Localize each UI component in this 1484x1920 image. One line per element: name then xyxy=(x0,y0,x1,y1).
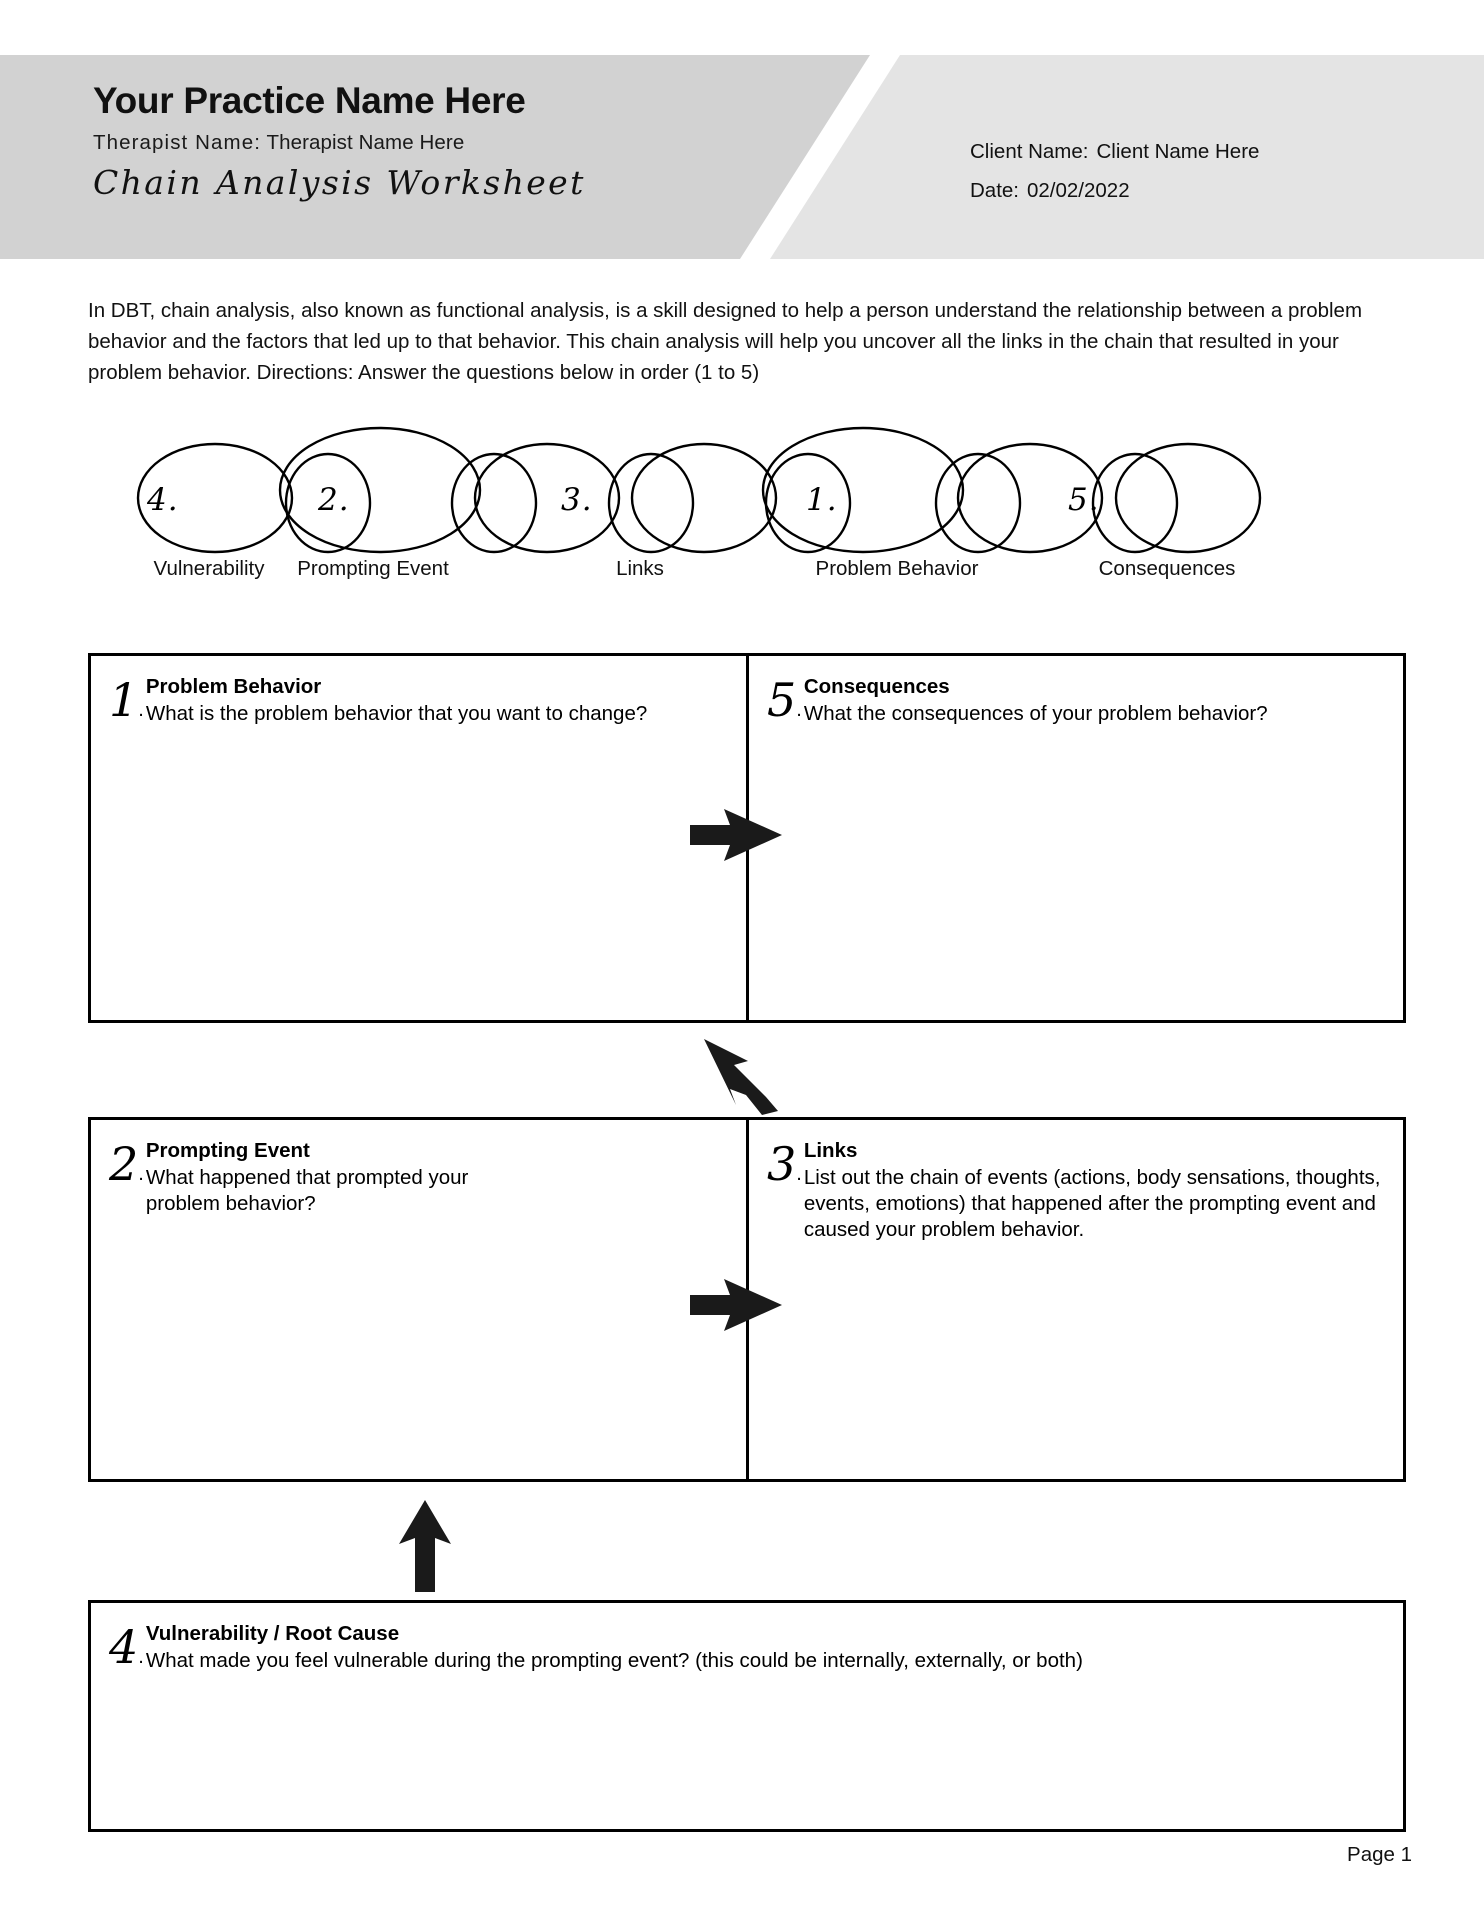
arrow-up xyxy=(395,1500,455,1595)
section-title-problem-behavior: Problem Behavior xyxy=(145,675,322,698)
section-number-3: 3. xyxy=(767,1137,802,1191)
arrow-diagonal-up-left xyxy=(700,1035,790,1120)
chain-ellipse-9 xyxy=(763,428,963,552)
section-prompt-consequences: What the consequences of your problem behavior? xyxy=(803,702,1268,725)
date-field xyxy=(970,179,1440,203)
section-box-row-3 xyxy=(88,1600,1406,1832)
section-prompt-vulnerability: What made you feel vulnerable during the prompting event? (this could be internally, externally, or both) xyxy=(145,1649,1083,1672)
header-left-group xyxy=(93,79,793,202)
chain-ellipse-4 xyxy=(452,454,536,552)
date-label: Date: xyxy=(970,179,1019,202)
therapist-line xyxy=(93,131,793,155)
page-number: Page 1 xyxy=(1347,1843,1412,1866)
worksheet-title: Chain Analysis Worksheet xyxy=(93,162,586,202)
chain-label-problem-behavior: Problem Behavior xyxy=(815,557,979,580)
chain-ellipse-5 xyxy=(475,444,619,552)
chain-number-4: 5. xyxy=(1068,482,1100,518)
section-consequences[interactable] xyxy=(749,656,1406,1020)
chain-label-links: Links xyxy=(616,557,664,580)
section-number-2: 2. xyxy=(109,1137,144,1191)
chain-ellipse-12 xyxy=(1093,454,1177,552)
client-name-value: Client Name Here xyxy=(1096,140,1260,163)
section-prompt-links: List out the chain of events (actions, body sensations, thoughts, events, emotions) that happened after the prompting event and caused your problem behavior. xyxy=(803,1166,1381,1242)
section-title-consequences: Consequences xyxy=(803,675,950,698)
page-header xyxy=(0,55,1484,259)
practice-name: Your Practice Name Here xyxy=(93,80,526,121)
section-prompting-event[interactable] xyxy=(91,1120,746,1479)
chain-ellipses xyxy=(75,420,1415,560)
chain-label-consequences: Consequences xyxy=(1098,557,1236,580)
date-value: 02/02/2022 xyxy=(1027,179,1130,202)
chain-label-prompting-event: Prompting Event xyxy=(297,557,449,580)
chain-diagram xyxy=(75,420,1415,590)
section-vulnerability[interactable] xyxy=(91,1603,1403,1829)
section-number-1: 1. xyxy=(109,673,144,727)
chain-ellipse-7 xyxy=(632,444,776,552)
chain-label-row xyxy=(75,557,1415,589)
chain-label-vulnerability: Vulnerability xyxy=(153,557,265,580)
chain-number-1: 2. xyxy=(318,482,350,518)
therapist-name-value: Therapist Name Here xyxy=(266,130,465,154)
client-name-label: Client Name: xyxy=(970,140,1089,163)
chain-number-3: 1. xyxy=(806,482,838,518)
section-title-links: Links xyxy=(803,1139,858,1162)
arrow-right-row2 xyxy=(690,1275,790,1335)
section-title-vulnerability: Vulnerability / Root Cause xyxy=(145,1622,400,1645)
intro-paragraph: In DBT, chain analysis, also known as functional analysis, is a skill designed to help a person understand the relationship between a problem behavior and the factors that led up to that behavior. This chain analysis will help you uncover all the links in the chain that resulted in your problem behavior. Directions: Answer the questions below in order (1 to 5) xyxy=(88,299,1363,385)
chain-ellipse-3 xyxy=(280,428,480,552)
section-prompt-problem-behavior: What is the problem behavior that you want to change? xyxy=(145,702,648,725)
section-problem-behavior[interactable] xyxy=(91,656,746,1020)
chain-ellipse-6 xyxy=(609,454,693,552)
chain-ellipse-13 xyxy=(1116,444,1260,552)
header-right-group xyxy=(970,140,1440,218)
chain-number-2: 3. xyxy=(561,482,593,518)
section-title-prompting-event: Prompting Event xyxy=(145,1139,310,1162)
section-number-5: 5. xyxy=(767,673,802,727)
therapist-name-label: Therapist Name: xyxy=(93,130,262,154)
section-number-4: 4. xyxy=(109,1620,144,1674)
arrow-right-row1 xyxy=(690,805,790,865)
section-links[interactable] xyxy=(749,1120,1406,1479)
section-prompt-prompting-event: What happened that prompted your problem behavior? xyxy=(145,1166,469,1216)
chain-ellipse-10 xyxy=(936,454,1020,552)
client-name-field xyxy=(970,140,1440,164)
chain-number-0: 4. xyxy=(147,482,179,518)
